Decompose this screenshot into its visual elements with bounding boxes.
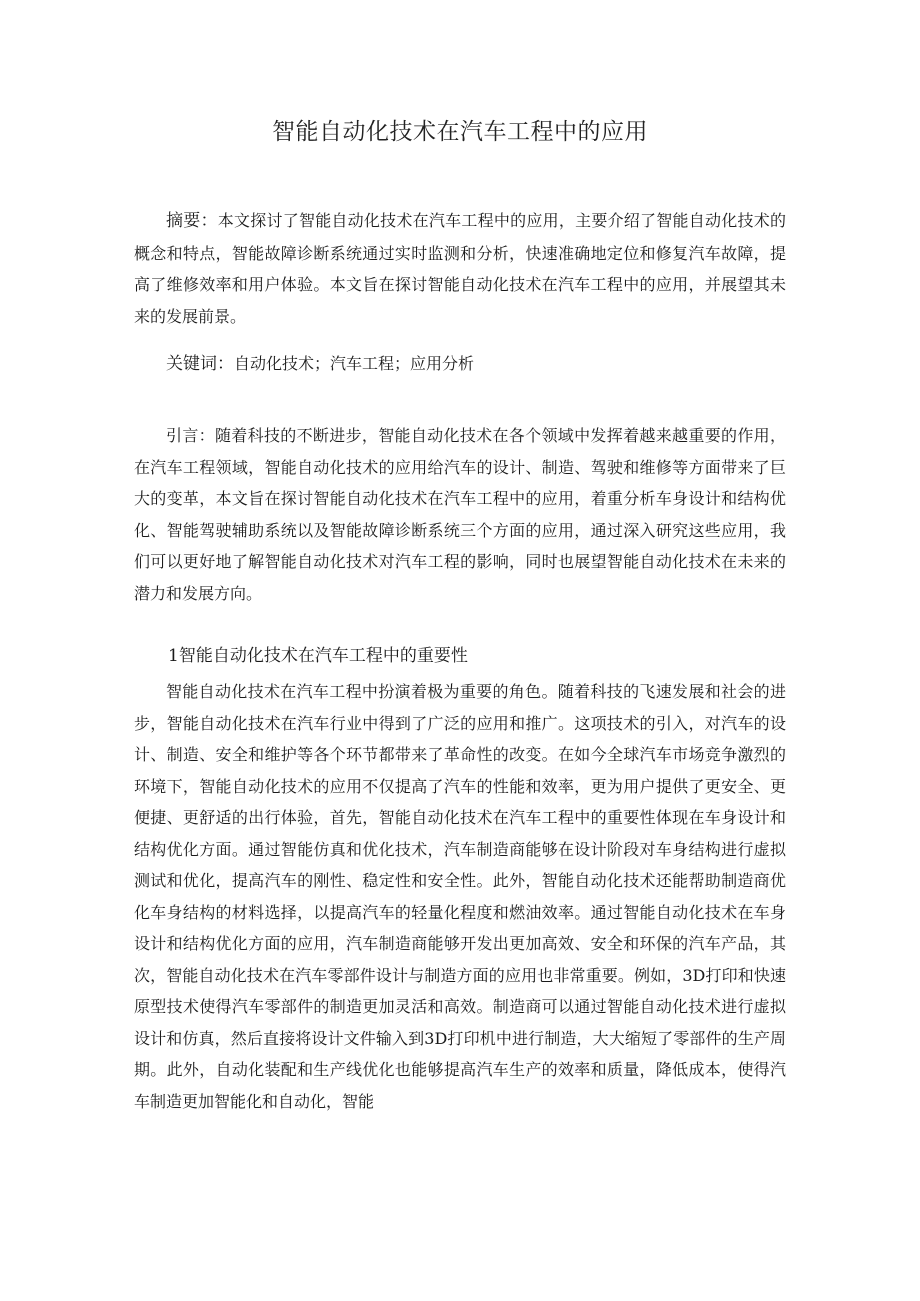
section-1-title: 智能自动化技术在汽车工程中的重要性 [178, 646, 468, 666]
abstract-label: 摘要： [166, 211, 218, 231]
abstract-text: 本文探讨了智能自动化技术在汽车工程中的应用，主要介绍了智能自动化技术的概念和特点，智能故障诊断系统通过实时监测和分析，快速准确地定位和修复汽车故障，提高了维修效率和用户体验。本文旨在探讨智能自动化技术在汽车工程中的应用，并展望其未来的发展前景。 [134, 211, 786, 326]
section-1-paragraph: 智能自动化技术在汽车工程中扮演着极为重要的角色。随着科技的飞速发展和社会的进步，智能自动化技术在汽车行业中得到了广泛的应用和推广。这项技术的引入，对汽车的设计、制造、安全和维护等各个环节都带来了革命性的改变。在如今全球汽车市场竞争激烈的环境下，智能自动化技术的应用不仅提高了汽车的性能和效率，更为用户提供了更安全、更便捷、更舒适的出行体验，首先，智能自动化技术在汽车工程中的重要性体现在车身设计和结构优化方面。通过智能仿真和优化技术，汽车制造商能够在设计阶段对车身结构进行虚拟测试和优化，提高汽车的刚性、稳定性和安全性。此外，智能自动化技术还能帮助制造商优化车身结构的材料选择，以提高汽车的轻量化程度和燃油效率。通过智能自动化技术在车身设计和结构优化方面的应用，汽车制造商能够开发出更加高效、安全和环保的汽车产品，其次，智能自动化技术在汽车零部件设计与制造方面的应用也非常重要。例如，3D打印和快速原型技术使得汽车零部件的制造更加灵活和高效。制造商可以通过智能自动化技术进行虚拟设计和仿真，然后直接将设计文件输入到3D打印机中进行制造，大大缩短了零部件的生产周期。此外，自动化装配和生产线优化也能够提高汽车生产的效率和质量，降低成本，使得汽车制造更加智能化和自动化，智能 [134, 682, 786, 1111]
document-title: 智能自动化技术在汽车工程中的应用 [272, 119, 648, 145]
section-1-heading [134, 640, 786, 672]
section-1-number: 1 [168, 646, 179, 666]
intro-paragraph: 引言：随着科技的不断进步，智能自动化技术在各个领域中发挥着越来越重要的作用，在汽车工程领域，智能自动化技术的应用给汽车的设计、制造、驾驶和维修等方面带来了巨大的变革，本文旨在探讨智能自动化技术在汽车工程中的应用，着重分析车身设计和结构优化、智能驾驶辅助系统以及智能故障诊断系统三个方面的应用，通过深入研究这些应用，我们可以更好地了解智能自动化技术对汽车工程的影响，同时也展望智能自动化技术在未来的潜力和发展方向。 [134, 426, 786, 603]
keywords-text: 自动化技术；汽车工程；应用分析 [234, 354, 475, 373]
abstract-paragraph [134, 205, 786, 332]
keywords-label: 关键词： [166, 354, 234, 374]
keywords-paragraph [134, 348, 786, 381]
